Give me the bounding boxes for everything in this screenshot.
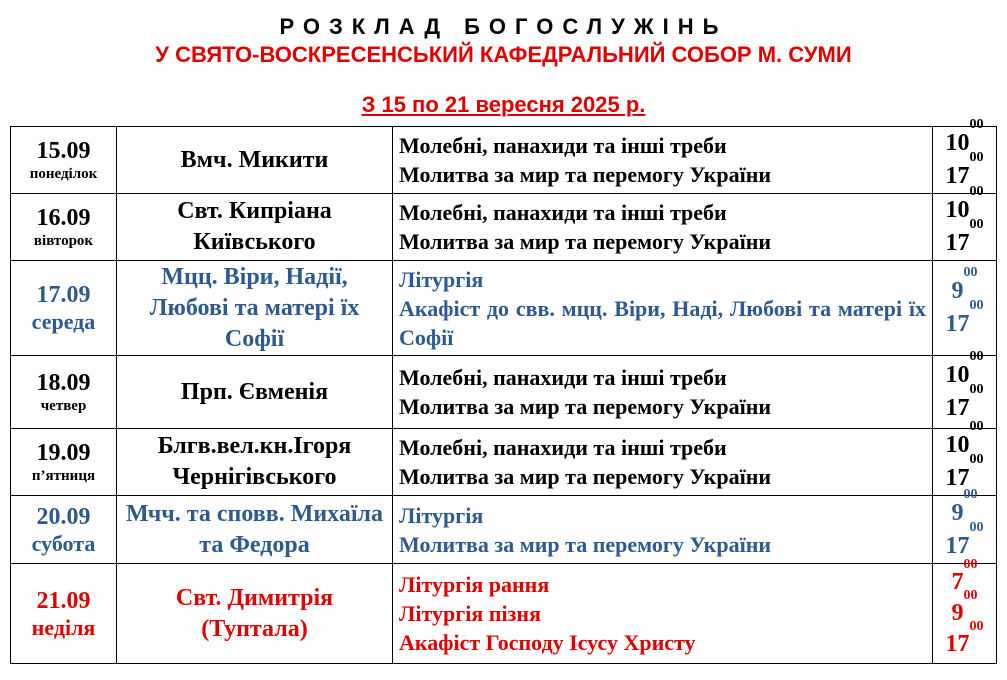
day-row-16-09	[11, 194, 997, 261]
service-time: $10^{00}$	[945, 117, 984, 156]
service-time: $17^{00}$	[945, 217, 984, 256]
day-row-21-09	[11, 564, 997, 664]
day-weekday: четвер	[40, 398, 87, 414]
cathedral-name: У СВЯТО-ВОСКРЕСЕНСЬКИЙ КАФЕДРАЛЬНИЙ СОБОР М. СУМИ	[155, 42, 852, 67]
services-cell	[393, 356, 933, 429]
service-item: Молебні, панахиди та інші треби	[399, 133, 727, 158]
day-date: 20.09	[36, 503, 91, 530]
service-item: Літургія	[399, 266, 484, 292]
times-cell	[933, 349, 997, 429]
day-row-15-09	[11, 127, 997, 194]
day-date: 21.09	[36, 587, 91, 614]
service-time: $10^{00}$	[945, 419, 984, 458]
saint-name: Мцц. Віри, Надії, Любові та матері їх Софії	[117, 261, 393, 356]
date-cell	[11, 356, 117, 429]
day-weekday: середа	[31, 309, 96, 334]
service-item: Акафіст Господу Ісусу Христу	[399, 630, 696, 655]
day-date: 18.09	[36, 370, 91, 396]
service-item: Літургія рання	[399, 572, 550, 597]
day-weekday: неділя	[31, 614, 96, 640]
times-cell	[933, 557, 997, 664]
saint-name: Прп. Євменія	[117, 356, 393, 429]
date-cell	[11, 496, 117, 564]
services-cell	[393, 429, 933, 496]
day-date: 17.09	[36, 282, 91, 308]
times-cell	[933, 261, 997, 356]
date-cell	[11, 564, 117, 664]
date-cell	[11, 261, 117, 356]
service-time: $17^{00}$	[945, 298, 984, 337]
times-cell	[933, 117, 997, 194]
services-cell	[393, 194, 933, 261]
services-cell	[393, 564, 933, 664]
service-item: Молебні, панахиди та інші треби	[399, 200, 727, 225]
service-item: Літургія пізня	[399, 601, 541, 626]
saint-name: Блгв.вел.кн.Ігоря Чернігівського	[117, 429, 393, 496]
service-item: Молитва за мир та перемогу України	[399, 464, 772, 489]
day-date: 19.09	[36, 440, 91, 466]
service-item: Молитва за мир та перемогу України	[399, 162, 772, 187]
schedule-table	[10, 117, 997, 664]
service-time: $17^{00}$	[945, 382, 984, 421]
service-time: $7^{00}$	[951, 557, 978, 595]
date-cell	[11, 127, 117, 194]
schedule-title: РОЗКЛАД БОГОСЛУЖІНЬ	[279, 14, 728, 39]
services-cell	[393, 127, 933, 194]
day-row-20-09	[11, 496, 997, 564]
day-weekday: субота	[31, 530, 96, 556]
saint-name: Мчч. та сповв. Михаїла та Федора	[117, 496, 393, 564]
day-date: 16.09	[36, 205, 91, 231]
day-date: 15.09	[36, 138, 91, 164]
service-time: $10^{00}$	[945, 349, 984, 388]
date-range: З 15 по 21 вересня 2025 р.	[361, 92, 646, 117]
service-item: Акафіст до свв. мцц. Віри, Наді, Любові та матері їх Софії	[399, 295, 926, 350]
service-item: Молитва за мир та перемогу України	[399, 394, 772, 419]
service-time: $10^{00}$	[945, 184, 984, 223]
service-time: $17^{00}$	[945, 150, 984, 189]
times-cell	[933, 184, 997, 261]
date-cell	[11, 429, 117, 496]
date-cell	[11, 194, 117, 261]
saint-name: Свт. Кипріана Київського	[117, 194, 393, 261]
service-item: Молитва за мир та перемогу України	[399, 229, 772, 254]
service-time: $9^{00}$	[951, 588, 978, 626]
day-row-18-09	[11, 356, 997, 429]
service-item: Молитва за мир та перемогу України	[399, 531, 772, 557]
day-weekday: вівторок	[33, 233, 94, 249]
service-time: $17^{00}$	[945, 519, 984, 559]
service-time: $17^{00}$	[945, 452, 984, 491]
service-item: Молебні, панахиди та інші треби	[399, 365, 727, 390]
service-time: $9^{00}$	[951, 265, 978, 304]
saint-name: Свт. Димитрія (Туптала)	[117, 564, 393, 664]
service-time: $17^{00}$	[945, 619, 984, 657]
saint-name: Вмч. Микити	[117, 127, 393, 194]
services-cell	[393, 261, 933, 356]
service-item: Літургія	[399, 502, 484, 528]
times-cell	[933, 419, 997, 496]
service-time: $9^{00}$	[951, 486, 978, 526]
service-item: Молебні, панахиди та інші треби	[399, 435, 727, 460]
day-weekday: понеділок	[29, 166, 98, 182]
day-row-19-09	[11, 429, 997, 496]
day-row-17-09	[11, 261, 997, 356]
times-cell	[933, 486, 997, 564]
services-cell	[393, 496, 933, 564]
day-weekday: п’ятниця	[31, 468, 96, 484]
